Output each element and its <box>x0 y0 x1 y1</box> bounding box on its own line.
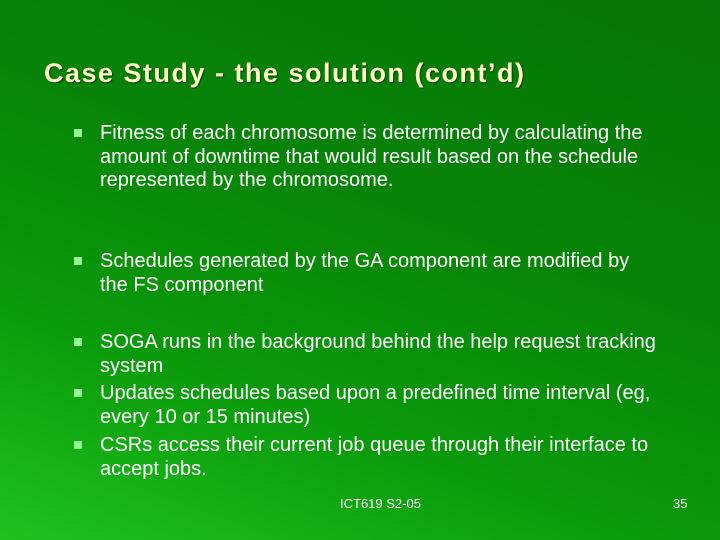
bullet-text: Fitness of each chromosome is determined by calculating the amount of downtime that would result based on the schedule represented by the chromosome. <box>100 122 643 191</box>
bullet-item <box>74 382 694 429</box>
square-bullet-icon <box>74 389 82 397</box>
bullet-item <box>74 331 694 378</box>
bullet-item <box>74 250 694 297</box>
slide-title: Case Study - the solution (cont’d) <box>44 58 526 88</box>
square-bullet-icon <box>74 441 82 449</box>
square-bullet-icon <box>74 129 82 137</box>
bullet-text: Updates schedules based upon a predefined time interval (eg, every 10 or 15 minutes) <box>100 382 651 428</box>
footer-text: ICT619 S2-05 <box>340 496 421 511</box>
square-bullet-icon <box>74 257 82 265</box>
bullet-text: Schedules generated by the GA component are modified by the FS component <box>100 250 630 296</box>
bullet-text: SOGA runs in the background behind the help request tracking system <box>100 331 656 377</box>
page-number: 35 <box>673 496 688 511</box>
bullet-text: CSRs access their current job queue through their interface to accept jobs. <box>100 434 649 480</box>
bullet-item <box>74 434 694 481</box>
bullet-item <box>74 122 694 193</box>
square-bullet-icon <box>74 338 82 346</box>
